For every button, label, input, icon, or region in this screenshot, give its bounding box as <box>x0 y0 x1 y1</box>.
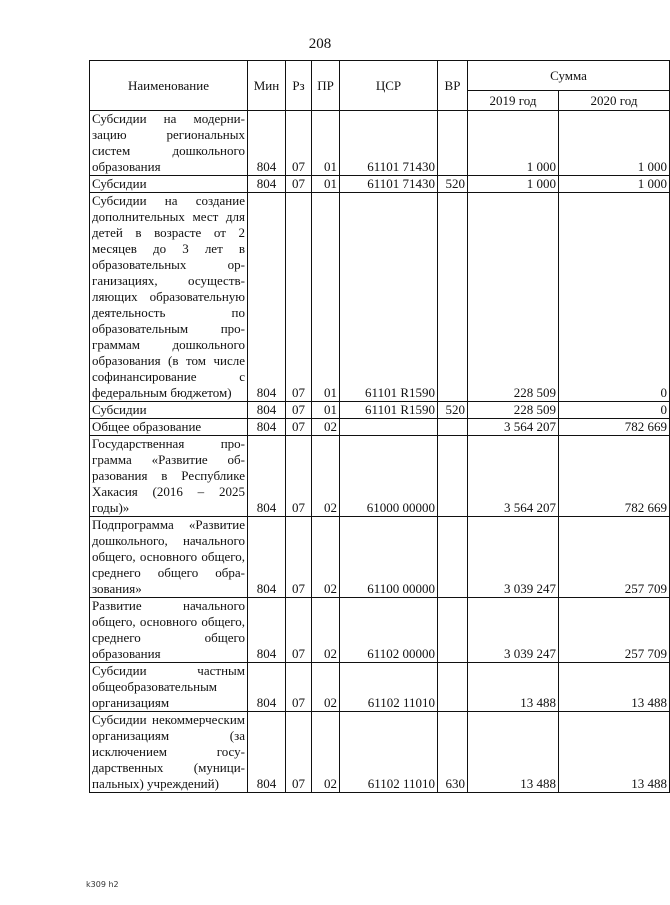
row-min: 804 <box>248 402 286 419</box>
row-vr: 520 <box>438 402 468 419</box>
row-pr: 02 <box>312 436 340 517</box>
row-sum-2019: 13 488 <box>468 663 559 712</box>
row-csr: 61101 71430 <box>340 111 438 176</box>
row-rz: 07 <box>286 176 312 193</box>
row-csr: 61102 00000 <box>340 598 438 663</box>
row-vr <box>438 517 468 598</box>
header-year-2019: 2019 год <box>468 91 559 111</box>
row-sum-2019: 13 488 <box>468 712 559 793</box>
row-sum-2019: 1 000 <box>468 111 559 176</box>
row-min: 804 <box>248 598 286 663</box>
row-pr: 01 <box>312 402 340 419</box>
row-csr: 61102 11010 <box>340 663 438 712</box>
row-name: Общее образование <box>90 419 248 436</box>
row-pr: 02 <box>312 517 340 598</box>
row-pr: 02 <box>312 663 340 712</box>
budget-table <box>89 60 670 793</box>
row-rz: 07 <box>286 517 312 598</box>
page-number: 208 <box>308 36 332 52</box>
row-vr <box>438 663 468 712</box>
row-sum-2019: 3 564 207 <box>468 419 559 436</box>
table-row <box>90 663 670 712</box>
row-rz: 07 <box>286 402 312 419</box>
table-row <box>90 419 670 436</box>
header-pr: ПР <box>312 61 340 111</box>
row-rz: 07 <box>286 111 312 176</box>
row-sum-2019: 3 039 247 <box>468 517 559 598</box>
row-sum-2020: 13 488 <box>559 712 670 793</box>
row-min: 804 <box>248 111 286 176</box>
row-min: 804 <box>248 517 286 598</box>
row-vr <box>438 436 468 517</box>
row-rz: 07 <box>286 436 312 517</box>
row-name: Субсидии на модернизацию региональных систем дошкольного образования <box>90 111 248 176</box>
row-csr: 61102 11010 <box>340 712 438 793</box>
row-sum-2020: 13 488 <box>559 663 670 712</box>
table-row <box>90 176 670 193</box>
row-rz: 07 <box>286 712 312 793</box>
row-sum-2019: 228 509 <box>468 193 559 402</box>
row-sum-2020: 0 <box>559 193 670 402</box>
row-sum-2020: 0 <box>559 402 670 419</box>
header-vr: ВР <box>438 61 468 111</box>
row-pr: 01 <box>312 193 340 402</box>
table-row <box>90 436 670 517</box>
row-vr: 520 <box>438 176 468 193</box>
row-csr: 61101 R1590 <box>340 193 438 402</box>
row-name: Субсидии <box>90 402 248 419</box>
header-csr: ЦСР <box>340 61 438 111</box>
table-row <box>90 111 670 176</box>
row-sum-2020: 1 000 <box>559 176 670 193</box>
row-vr <box>438 111 468 176</box>
row-min: 804 <box>248 436 286 517</box>
row-sum-2020: 782 669 <box>559 436 670 517</box>
row-csr <box>340 419 438 436</box>
table-row <box>90 517 670 598</box>
row-name: Субсидии <box>90 176 248 193</box>
header-min: Мин <box>248 61 286 111</box>
row-pr: 02 <box>312 598 340 663</box>
row-name: Субсидии частным общеобразовательным организациям <box>90 663 248 712</box>
row-pr: 02 <box>312 712 340 793</box>
header-sum: Сумма <box>468 61 670 91</box>
footer-code: k309 h2 <box>86 880 119 889</box>
row-min: 804 <box>248 712 286 793</box>
row-sum-2019: 3 564 207 <box>468 436 559 517</box>
row-sum-2019: 1 000 <box>468 176 559 193</box>
row-name: Развитие начального общего, основного общего, среднего общего образования <box>90 598 248 663</box>
row-csr: 61101 71430 <box>340 176 438 193</box>
row-pr: 01 <box>312 111 340 176</box>
row-csr: 61100 00000 <box>340 517 438 598</box>
row-csr: 61101 R1590 <box>340 402 438 419</box>
row-sum-2020: 257 709 <box>559 598 670 663</box>
row-name: Субсидии некоммерческим организациям (за исключением государственных (муниципальных) учреждений) <box>90 712 248 793</box>
table-row <box>90 598 670 663</box>
row-rz: 07 <box>286 193 312 402</box>
row-sum-2020: 1 000 <box>559 111 670 176</box>
row-sum-2019: 228 509 <box>468 402 559 419</box>
table-row <box>90 712 670 793</box>
row-vr <box>438 598 468 663</box>
row-sum-2019: 3 039 247 <box>468 598 559 663</box>
row-name: Государственная программа «Развитие образования в Республике Хакасия (2016 – 2025 годы)» <box>90 436 248 517</box>
row-rz: 07 <box>286 598 312 663</box>
row-min: 804 <box>248 193 286 402</box>
row-min: 804 <box>248 419 286 436</box>
header-name: Наименование <box>90 61 248 111</box>
row-rz: 07 <box>286 419 312 436</box>
header-year-2020: 2020 год <box>559 91 670 111</box>
row-min: 804 <box>248 176 286 193</box>
row-min: 804 <box>248 663 286 712</box>
row-sum-2020: 257 709 <box>559 517 670 598</box>
table-row <box>90 193 670 402</box>
row-pr: 01 <box>312 176 340 193</box>
row-pr: 02 <box>312 419 340 436</box>
row-rz: 07 <box>286 663 312 712</box>
table-row <box>90 402 670 419</box>
row-vr <box>438 419 468 436</box>
row-sum-2020: 782 669 <box>559 419 670 436</box>
row-vr <box>438 193 468 402</box>
row-name: Субсидии на создание дополнительных мест для детей в возрасте от 2 месяцев до 3 лет в образовательных организациях, осуществляющих образовательную деятельность по образовательным программам дошкольного образования (в том числе софинансирование с федеральным бюджетом) <box>90 193 248 402</box>
row-csr: 61000 00000 <box>340 436 438 517</box>
row-vr: 630 <box>438 712 468 793</box>
header-rz: Рз <box>286 61 312 111</box>
row-name: Подпрограмма «Развитие дошкольного, начального общего, основного общего, среднего общего образования» <box>90 517 248 598</box>
